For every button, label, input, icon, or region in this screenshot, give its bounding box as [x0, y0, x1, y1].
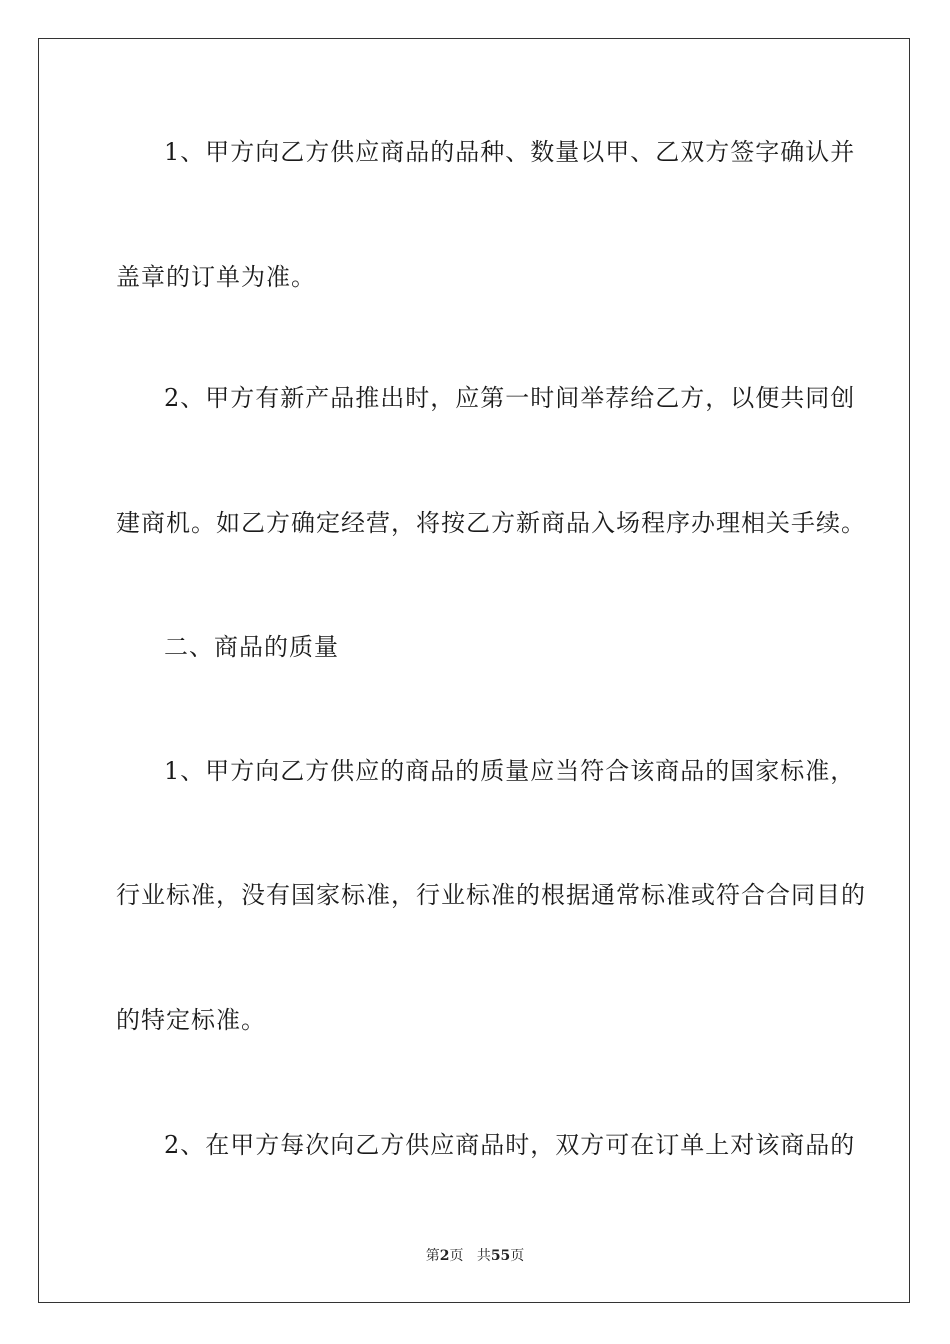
paragraph-line-7: 行业标准，没有国家标准，行业标准的根据通常标准或符合合同目的	[116, 881, 866, 909]
footer-total-suffix: 页	[510, 1248, 525, 1264]
paragraph-line-4: 建商机。如乙方确定经营，将按乙方新商品入场程序办理相关手续。	[116, 509, 866, 537]
footer-page-number: 2	[439, 1248, 450, 1264]
paragraph-line-9: 2、在甲方每次向乙方供应商品时，双方可在订单上对该商品的	[164, 1131, 856, 1159]
paragraph-line-6: 1、甲方向乙方供应的商品的质量应当符合该商品的国家标准，	[164, 757, 856, 785]
footer-total-pages: 55	[490, 1248, 511, 1264]
paragraph-line-8: 的特定标准。	[116, 1006, 266, 1034]
paragraph-line-3: 2、甲方有新产品推出时，应第一时间举荐给乙方，以便共同创	[164, 384, 856, 412]
paragraph-line-1: 1、甲方向乙方供应商品的品种、数量以甲、乙双方签字确认并	[164, 138, 856, 166]
footer-page-prefix: 第	[425, 1248, 440, 1264]
page-border	[38, 38, 910, 1303]
page-footer	[0, 1247, 950, 1265]
section-heading: 二、商品的质量	[164, 633, 339, 661]
footer-page-suffix: 页	[449, 1248, 464, 1264]
paragraph-line-2: 盖章的订单为准。	[116, 263, 316, 291]
footer-total-prefix: 共	[476, 1248, 491, 1264]
